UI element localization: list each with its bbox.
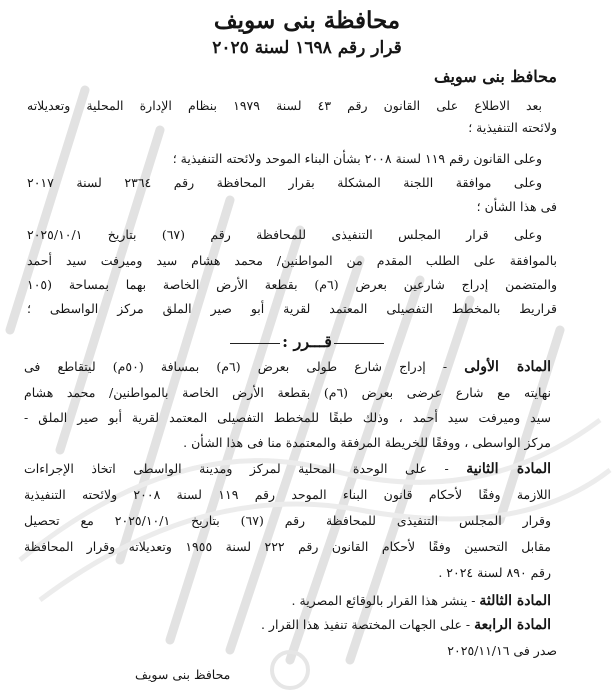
article-second bbox=[24, 458, 551, 480]
article-label: المادة الرابعة bbox=[474, 617, 551, 633]
issuer-heading: محافظ بنى سويف bbox=[433, 67, 557, 86]
decree-number: قرار رقم ١٦٩٨ لسنة ٢٠٢٥ bbox=[212, 38, 402, 58]
article-label: المادة الثالثة bbox=[479, 593, 551, 609]
article-text: - إدراج شارع طولى بعرض (٦م) بمسافة (٥٠م) ليتقاطع فى bbox=[24, 359, 465, 374]
article-line: نهايته مع شارع عرضى بعرض (٦م) بقطعة الأرض الخاصة بالمواطنين/ محمد هشام bbox=[24, 385, 551, 400]
document-title: محافظة بنى سويف bbox=[213, 7, 401, 34]
article-line: سيد وميرفت سيد أحمد ، وذلك طبقًا للمخطط التفصيلى المعتمد لقرية أبو صير الملق - bbox=[24, 410, 551, 425]
decision-heading: قـــرر : bbox=[282, 332, 332, 351]
preamble-line: بعد الاطلاع على القانون رقم ٤٣ لسنة ١٩٧٩ بنظام الإدارة المحلية وتعديلاته bbox=[27, 98, 543, 113]
article-first bbox=[24, 356, 551, 378]
article-text: - على الوحدة المحلية لمركز ومدينة الواسطى اتخاذ الإجراءات bbox=[24, 461, 467, 476]
article-text: - ينشر هذا القرار بالوقائع المصرية . bbox=[291, 593, 480, 608]
preamble-line: ولائحته التنفيذية ؛ bbox=[468, 120, 557, 135]
issue-date: صدر فى ٢٠٢٥/١١/١٦ bbox=[447, 643, 557, 658]
article-text: - على الجهات المختصة تنفيذ هذا القرار . bbox=[260, 617, 475, 632]
preamble-line: وعلى قرار المجلس التنفيذى للمحافظة رقم (٦٧) بتاريخ ٢٠٢٥/١٠/١ bbox=[27, 227, 542, 242]
article-fourth bbox=[261, 614, 551, 636]
signature-line: محافظ بنى سويف bbox=[135, 667, 231, 682]
preamble-line: بالموافقة على الطلب المقدم من المواطنين/ محمد هشام سيد وميرفت سيد أحمد bbox=[27, 253, 557, 268]
article-line: وقرار المجلس التنفيذى للمحافظة رقم (٦٧) بتاريخ ٢٠٢٥/١٠/١ مع تحصيل bbox=[24, 513, 551, 528]
article-line: اللازمة وفقًا لأحكام قانون البناء الموحد رقم ١١٩ لسنة ٢٠٠٨ ولائحته التنفيذية bbox=[24, 487, 552, 502]
article-line: رقم ٨٩٠ لسنة ٢٠٢٤ . bbox=[438, 565, 551, 580]
article-label: المادة الثانية bbox=[466, 461, 551, 477]
preamble-line: والمتضمن إدراج شارعين بعرض (٦م) بقطعة الأرض الخاصة بهما بمساحة (١٠٥ bbox=[27, 277, 558, 292]
preamble-line: قراريط بالمخطط التفصيلى المعتمد لقرية أبو صير الملق مركز الواسطى ؛ bbox=[27, 301, 557, 316]
preamble-line: وعلى القانون رقم ١١٩ لسنة ٢٠٠٨ بشأن البناء الموحد ولائحته التنفيذية ؛ bbox=[172, 151, 542, 166]
article-label: المادة الأولى bbox=[464, 359, 551, 375]
article-line: مركز الواسطى ، ووفقًا للخريطة المرفقة والمعتمدة منا فى هذا الشأن . bbox=[183, 435, 551, 450]
preamble-line: وعلى موافقة اللجنة المشكلة بقرار المحافظة رقم ٢٣٦٤ لسنة ٢٠١٧ bbox=[27, 175, 542, 190]
article-line: مقابل التحسين وفقًا لأحكام القانون رقم ٢٢٢ لسنة ١٩٥٥ وتعديلاته وقرار المحافظة bbox=[24, 539, 551, 554]
preamble-line: فى هذا الشأن ؛ bbox=[476, 199, 557, 214]
article-third bbox=[292, 590, 551, 612]
